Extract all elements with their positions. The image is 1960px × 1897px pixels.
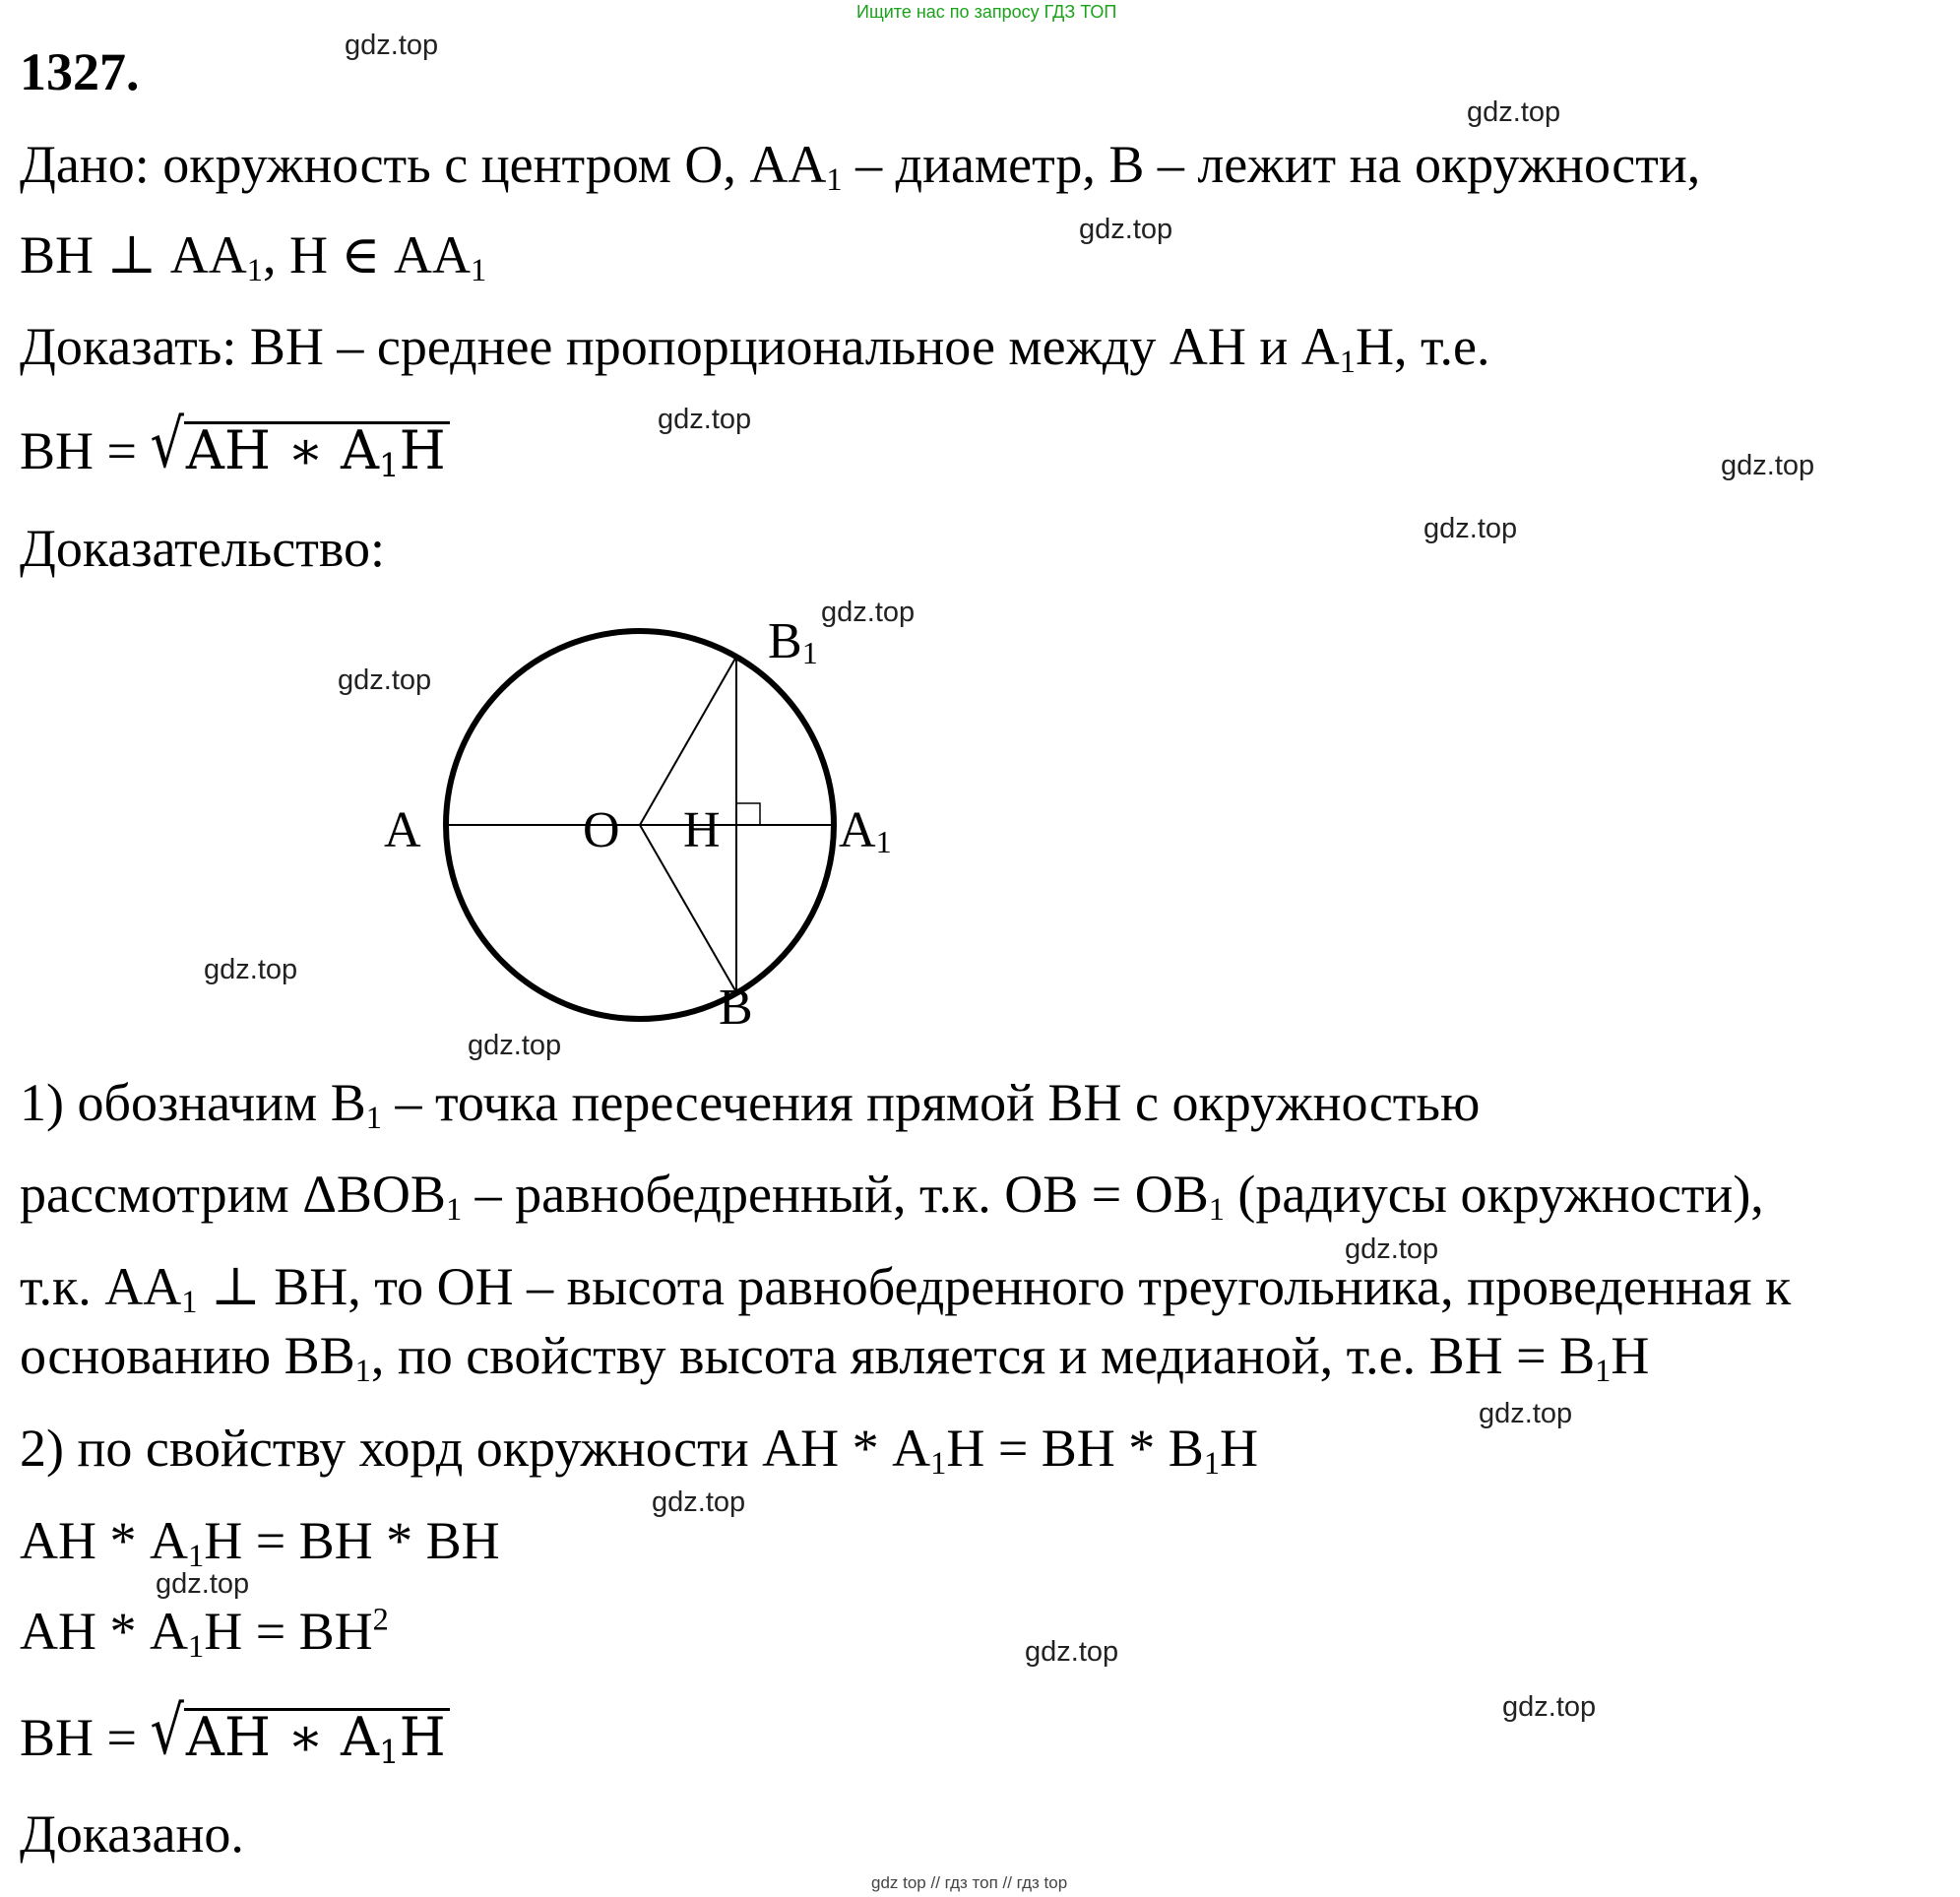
label-B1-main: B xyxy=(768,613,802,669)
step2-line-2 xyxy=(20,1511,500,1575)
label-B: B xyxy=(719,980,753,1036)
text: AH ∗ A xyxy=(185,419,380,481)
watermark: gdz.top xyxy=(468,1030,562,1061)
conclusion: Доказано. xyxy=(20,1804,244,1864)
watermark: gdz.top xyxy=(821,597,916,628)
subscript: 1 xyxy=(470,253,487,289)
text: рассмотрим ΔВОВ xyxy=(20,1165,446,1224)
watermark: gdz.top xyxy=(345,30,439,61)
watermark: gdz.top xyxy=(652,1486,746,1518)
subscript: 1 xyxy=(1595,1354,1612,1390)
text: H xyxy=(399,419,446,481)
proof-label: Доказательство: xyxy=(20,519,385,578)
text: Н xyxy=(1220,1419,1259,1478)
text: основанию ВВ xyxy=(20,1326,355,1385)
subscript: 1 xyxy=(1203,1446,1221,1483)
watermark: gdz.top xyxy=(338,664,432,696)
subscript: 1 xyxy=(1208,1192,1225,1229)
sqrt-sign: √ xyxy=(150,405,184,482)
prove-line xyxy=(20,317,1490,381)
subscript: 1 xyxy=(365,1101,382,1137)
subscript: 1 xyxy=(181,1285,198,1321)
text: BH = xyxy=(20,1708,151,1767)
subscript: 1 xyxy=(246,253,263,289)
text: BH = xyxy=(20,421,151,480)
text: Н xyxy=(1611,1326,1650,1385)
text: Н = ВН * ВН xyxy=(204,1511,500,1570)
text: ВН ⊥ АА xyxy=(20,225,247,285)
superscript: 2 xyxy=(372,1602,389,1638)
watermark: gdz.top xyxy=(1721,450,1815,481)
subscript: 1 xyxy=(188,1539,205,1575)
watermark: gdz.top xyxy=(1502,1691,1597,1723)
watermark: gdz.top xyxy=(1345,1233,1439,1265)
sqrt-sign: √ xyxy=(150,1691,184,1769)
watermark: gdz.top xyxy=(658,404,752,435)
sqrt xyxy=(150,405,449,485)
prove-formula xyxy=(20,405,450,485)
watermark: gdz.top xyxy=(1479,1398,1573,1429)
subscript: 1 xyxy=(379,1734,400,1772)
subscript: 1 xyxy=(379,447,400,485)
label-B1-sub: 1 xyxy=(801,635,818,670)
watermark: gdz.top xyxy=(204,954,298,985)
problem-number: 1327. xyxy=(20,42,140,101)
subscript: 1 xyxy=(445,1192,463,1229)
watermark: gdz.top xyxy=(1079,214,1173,245)
step1-line-3 xyxy=(20,1257,1792,1321)
watermark: gdz.top xyxy=(1025,1636,1119,1668)
label-A: A xyxy=(384,802,421,858)
text: H xyxy=(399,1706,446,1768)
label-A1-sub: 1 xyxy=(875,824,892,859)
circle-diagram xyxy=(0,591,984,1053)
text: , Н ∈ АА xyxy=(263,225,471,285)
sqrt-body xyxy=(184,1706,450,1772)
label-O: O xyxy=(583,802,620,858)
watermark: gdz.top xyxy=(1423,513,1518,544)
text: Дано: окружность с центром О, АА xyxy=(20,135,827,194)
text: AH ∗ A xyxy=(185,1706,380,1768)
text: АН * А xyxy=(20,1602,188,1661)
right-angle-mark xyxy=(736,803,760,825)
step2-line-3 xyxy=(20,1602,389,1666)
step1-line-4 xyxy=(20,1326,1650,1390)
watermark: gdz.top xyxy=(1467,96,1561,128)
subscript: 1 xyxy=(930,1446,947,1483)
step1-line-2 xyxy=(20,1165,1764,1229)
watermark: gdz.top xyxy=(156,1568,250,1600)
text: Н = ВН xyxy=(204,1602,373,1661)
subscript: 1 xyxy=(354,1354,371,1390)
text: 2) по свойству хорд окружности АН * А xyxy=(20,1419,931,1478)
sqrt-body xyxy=(184,419,450,485)
bottom-note: gdz top // гдз топ // гдз top xyxy=(871,1873,1068,1892)
subscript: 1 xyxy=(1339,345,1356,381)
text: т.к. АА xyxy=(20,1257,182,1316)
text: 1) обозначим В xyxy=(20,1073,366,1132)
subscript: 1 xyxy=(826,162,843,199)
text: – равнобедренный, т.к. ОВ = ОВ xyxy=(462,1165,1209,1224)
text: АН * А xyxy=(20,1511,188,1570)
text: Н, т.е. xyxy=(1355,317,1490,376)
sqrt xyxy=(150,1691,449,1772)
text: – точка пересечения прямой ВН с окружностью xyxy=(381,1073,1481,1132)
text: Н = ВН * В xyxy=(946,1419,1204,1478)
given-line-2 xyxy=(20,225,487,289)
given-line-1 xyxy=(20,135,1701,199)
label-A1-main: A xyxy=(839,802,876,858)
step2-formula xyxy=(20,1691,450,1772)
step2-line-1 xyxy=(20,1419,1259,1483)
text: ⊥ ВН, то ОН – высота равнобедренного треугольника, проведенная к xyxy=(197,1257,1792,1316)
text: , по свойству высота является и медианой, т.е. ВН = В xyxy=(370,1326,1596,1385)
label-A1 xyxy=(839,802,892,859)
top-note: Ищите нас по запросу ГДЗ ТОП xyxy=(856,2,1117,22)
step1-line-1 xyxy=(20,1073,1481,1137)
label-B1 xyxy=(768,613,818,670)
text: (радиусы окружности), xyxy=(1224,1165,1764,1224)
text: Доказать: ВН – среднее пропорциональное между АН и А xyxy=(20,317,1340,376)
subscript: 1 xyxy=(188,1629,205,1666)
text: – диаметр, В – лежит на окружности, xyxy=(842,135,1701,194)
label-H: H xyxy=(683,802,721,858)
radius-OB1 xyxy=(640,657,736,825)
